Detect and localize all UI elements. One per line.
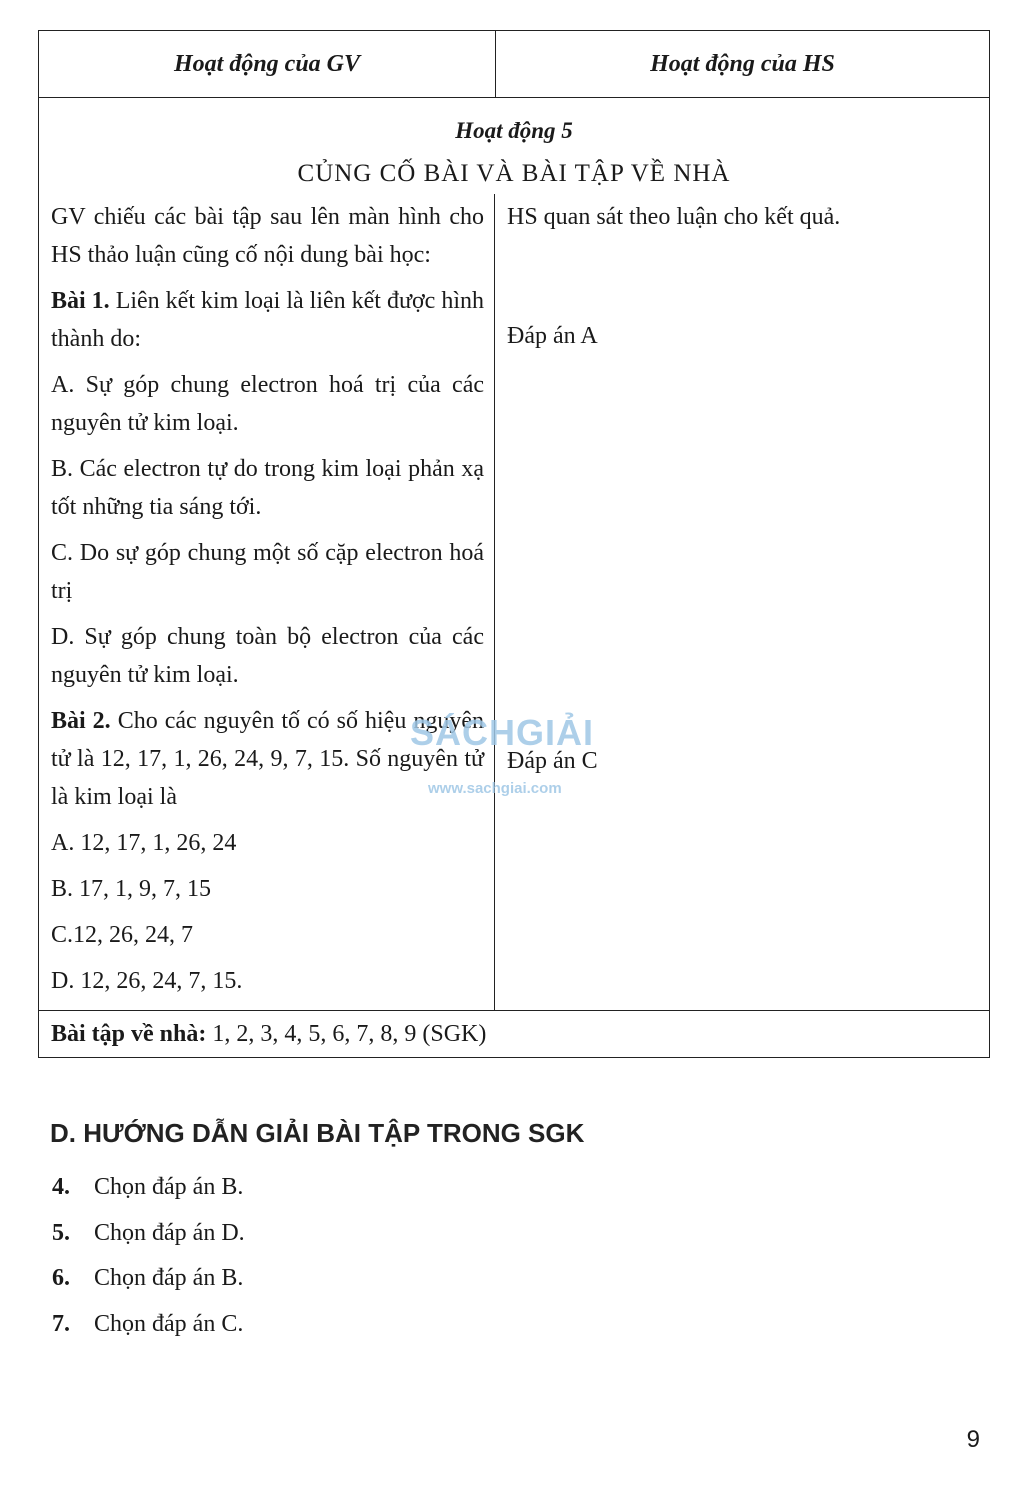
answer-number: 5. [52,1220,70,1246]
homework-row [39,1010,989,1057]
q2-option-a: A. 12, 17, 1, 26, 24 [51,830,237,856]
question-1 [51,282,484,358]
q1-option-a: A. Sự góp chung electron hoá trị của các nguyên tử kim loại. [51,372,484,436]
lesson-table [38,30,990,1058]
q1-option-d: D. Sự góp chung toàn bộ electron của các nguyên tử kim loại. [51,624,484,688]
activity-body [39,194,989,1010]
page-number: 9 [966,1426,980,1453]
homework-text: 1, 2, 3, 4, 5, 6, 7, 8, 9 (SGK) [206,1021,487,1047]
answer-text: Chọn đáp án D. [94,1220,245,1246]
activity-title: Hoạt động 5 [455,118,573,143]
header-student: Hoạt động của HS [650,50,835,77]
answer-2: Đáp án C [507,748,598,774]
section-title: D. HƯỚNG DẪN GIẢI BÀI TẬP TRONG SGK [50,1118,585,1148]
answer-text: Chọn đáp án B. [94,1174,244,1200]
answer-item [52,1214,245,1252]
answer-number: 6. [52,1265,70,1291]
q2-option-c: C.12, 26, 24, 7 [51,922,194,948]
hs-response: HS quan sát theo luận cho kết quả. [507,204,841,230]
answer-item [52,1259,243,1297]
question-1-label: Bài 1. [51,288,110,314]
watermark-brand: SÁCHGIẢI [410,712,595,753]
homework-label: Bài tập về nhà: [51,1021,207,1047]
answer-number: 7. [52,1311,70,1337]
q2-option-d: D. 12, 26, 24, 7, 15. [51,968,243,994]
answer-1: Đáp án A [507,323,598,349]
answer-item [52,1305,243,1343]
answer-text: Chọn đáp án C. [94,1311,244,1337]
answer-item [52,1168,243,1206]
student-column [495,194,989,1010]
q2-option-b: B. 17, 1, 9, 7, 15 [51,876,212,902]
answer-text: Chọn đáp án B. [94,1265,244,1291]
question-2-text: Cho các nguyên tố có số hiệu nguyên tử là 12, 17, 1, 26, 24, 9, 7, 15. Số nguyên tử là kim loại là [51,708,484,810]
intro-text: GV chiếu các bài tập sau lên màn hình cho HS thảo luận cũng cố nội dung bài học: [51,204,484,268]
q1-option-c: C. Do sự góp chung một số cặp electron hoá trị [51,540,484,604]
header-teacher: Hoạt động của GV [39,31,496,97]
activity-subtitle: CỦNG CỐ BÀI VÀ BÀI TẬP VỀ NHÀ [297,160,731,187]
question-2-label: Bài 2. [51,708,111,734]
question-1-text: Liên kết kim loại là liên kết được hình thành do: [51,288,484,352]
teacher-column [39,194,495,1010]
table-header [39,31,989,98]
watermark-url: www.sachgiai.com [428,780,562,797]
answer-number: 4. [52,1174,70,1200]
q1-option-b: B. Các electron tự do trong kim loại phản xạ tốt những tia sáng tới. [51,456,484,520]
